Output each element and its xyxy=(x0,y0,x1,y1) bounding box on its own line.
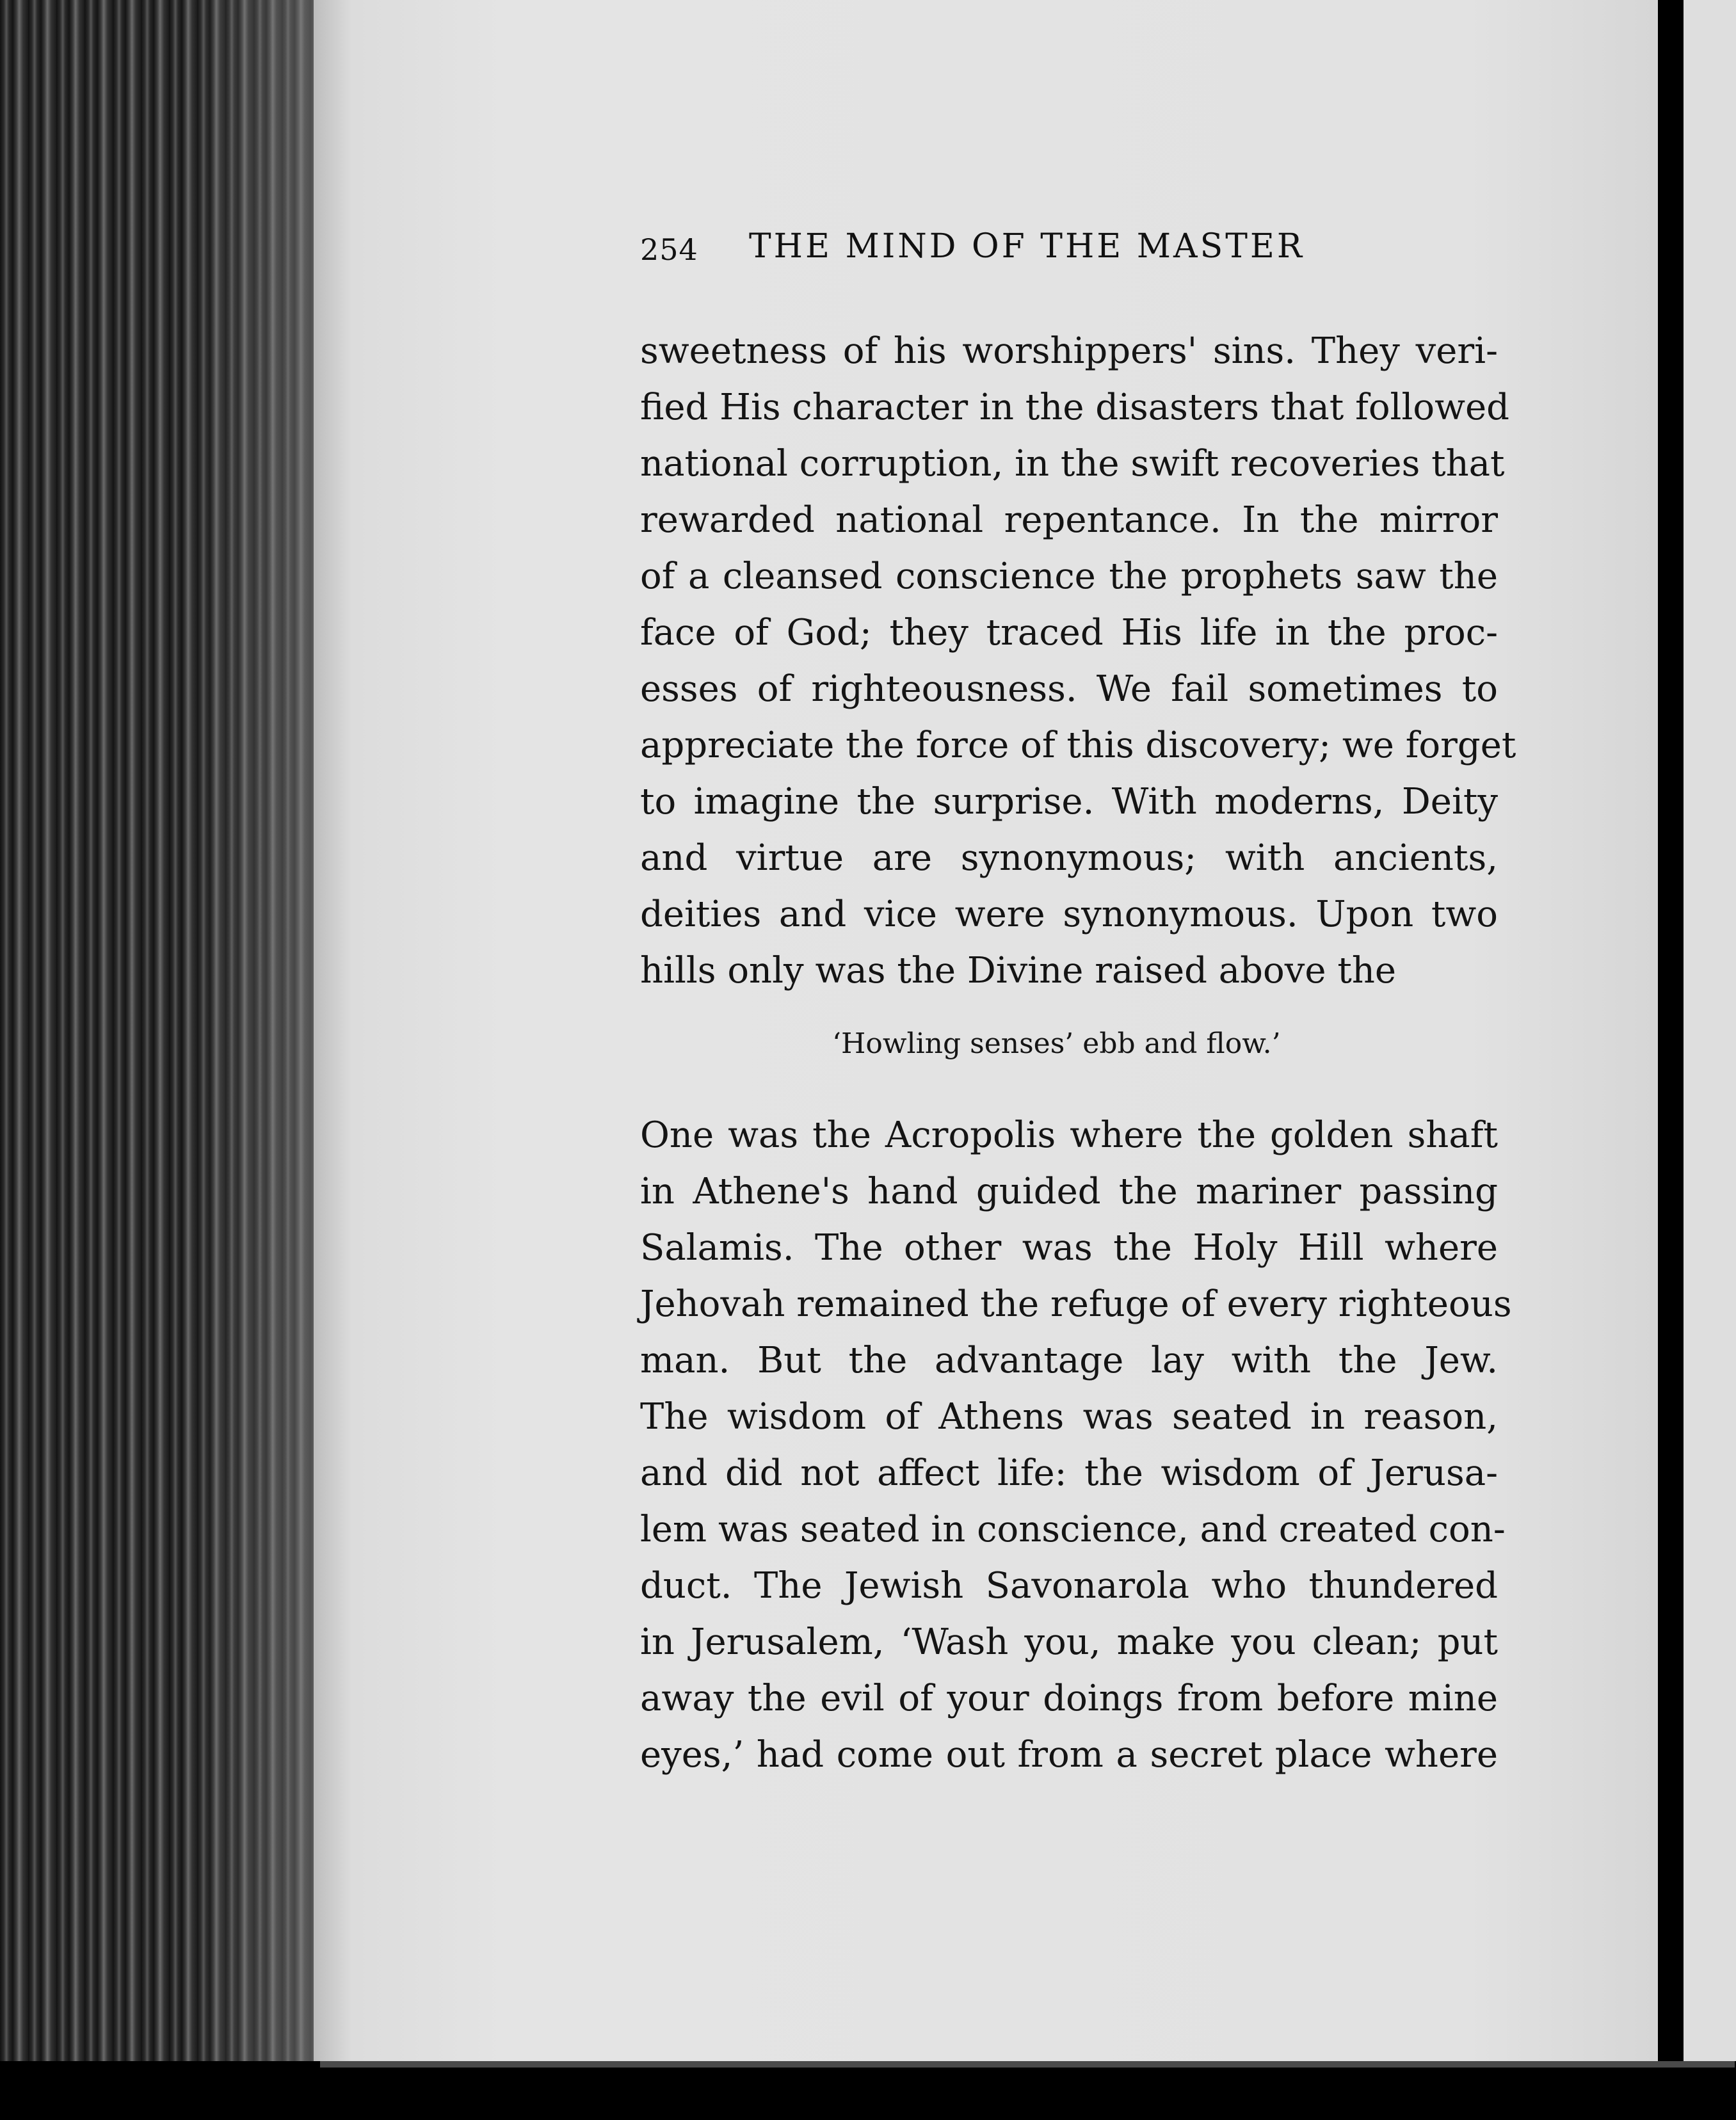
text-line: man. But the advantage lay with the Jew. xyxy=(640,1340,1498,1381)
page-gutter xyxy=(1658,0,1684,2074)
text-line: and virtue are synonymous; with ancients, xyxy=(640,837,1498,879)
text-line: One was the Acropolis where the golden shaft xyxy=(640,1114,1498,1156)
text-line: rewarded national repentance. In the mirror xyxy=(640,499,1498,541)
text-line: to imagine the surprise. With moderns, Deity xyxy=(640,781,1498,823)
page-number: 254 xyxy=(640,232,698,267)
text-line: in Jerusalem, ‘Wash you, make you clean; put xyxy=(640,1621,1498,1663)
scan-bottom-border xyxy=(0,2061,1736,2120)
text-line: Jehovah remained the refuge of every righteous xyxy=(640,1283,1512,1325)
text-line: duct. The Jewish Savonarola who thundered xyxy=(640,1565,1498,1607)
text-line: fied His character in the disasters that followed xyxy=(640,387,1509,428)
text-line: of a cleansed conscience the prophets saw the xyxy=(640,556,1498,597)
paragraph-2 xyxy=(640,1107,1512,1783)
text-line: sweetness of his worshippers' sins. They veri- xyxy=(640,330,1498,372)
text-line: face of God; they traced His life in the proc- xyxy=(640,612,1498,654)
text-line: in Athene's hand guided the mariner passing xyxy=(640,1171,1498,1212)
text-line: deities and vice were synonymous. Upon two xyxy=(640,894,1498,935)
paragraph-1 xyxy=(640,323,1516,999)
text-line: The wisdom of Athens was seated in reason, xyxy=(640,1396,1498,1438)
page-header xyxy=(640,227,1395,272)
text-line: away the evil of your doings from before mine xyxy=(640,1678,1498,1719)
text-line: eyes,’ had come out from a secret place where xyxy=(640,1734,1498,1776)
text-line: esses of righteousness. We fail sometimes to xyxy=(640,668,1498,710)
running-title: THE MIND OF THE MASTER xyxy=(749,227,1305,266)
facing-page-edge xyxy=(1684,0,1736,2074)
text-line: appreciate the force of this discovery; we forget xyxy=(640,725,1516,766)
page-edge-shadow xyxy=(192,0,326,2087)
text-line: Salamis. The other was the Holy Hill where xyxy=(640,1227,1498,1269)
text-line: hills only was the Divine raised above the xyxy=(640,950,1397,992)
text-line: lem was seated in conscience, and created con- xyxy=(640,1509,1506,1550)
text-line: and did not affect life: the wisdom of Jerusa- xyxy=(640,1452,1498,1494)
page-bottom-rim xyxy=(320,2061,1735,2068)
text-line: national corruption, in the swift recoveries that xyxy=(640,443,1505,485)
block-quotation: ‘Howling senses’ ebb and flow.’ xyxy=(832,1027,1281,1060)
